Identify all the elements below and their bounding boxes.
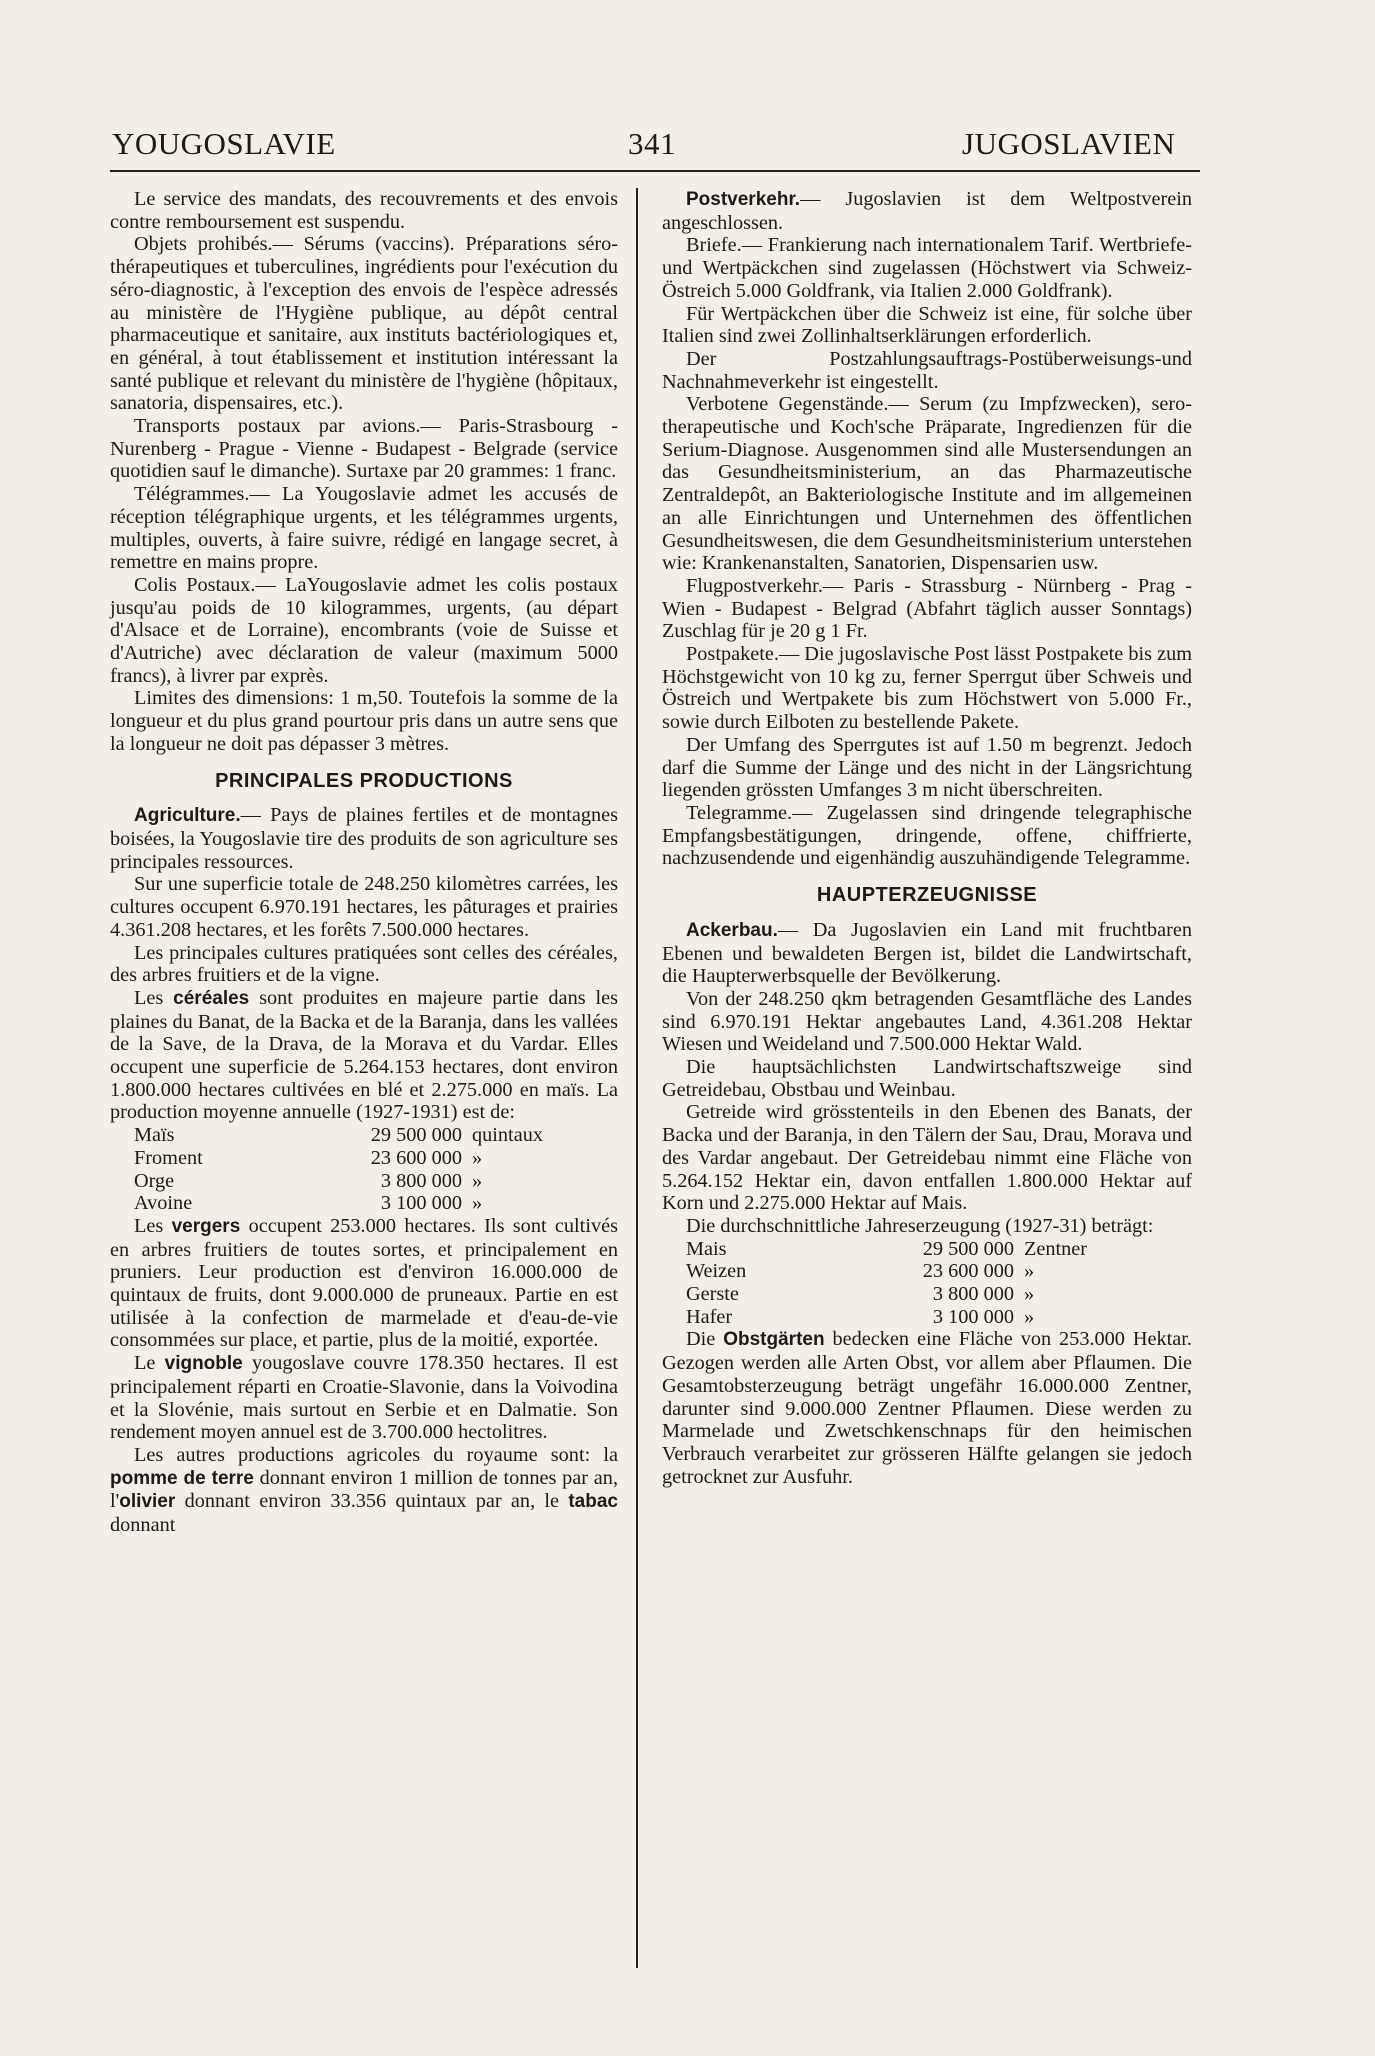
paragraph-mandats: Le service des mandats, des recouvrements et des envois contre remboursement est suspendu.	[110, 188, 618, 233]
section-heading-productions: PRINCIPALES PRODUCTIONS	[215, 769, 513, 792]
keyword-vignoble: vignoble	[164, 1353, 243, 1375]
header-rule	[110, 170, 1200, 172]
german-column	[662, 188, 1192, 1488]
paragraph-sperrgut: Der Umfang des Sperrgutes ist auf 1.50 m begrenzt. Jedoch darf die Summe der Länge und des nicht in der Längsrichtung liegenden grössten Umfanges 3 m nicht überschreiten.	[662, 733, 1192, 802]
run-in-heading-ackerbau: Ackerbau.	[686, 919, 778, 941]
keyword-cereales: céréales	[173, 987, 250, 1009]
table-row: Maïs 29 500 000 quintaux	[134, 1124, 543, 1147]
paragraph-autres-productions: Les autres productions agricoles du royaume sont: la pomme de terre donnant environ 1 million de tonnes par an, l'olivier donnant environ 33.356 quintaux par an, le tabac donnant	[110, 1443, 619, 1537]
running-head-right: JUGOSLAVIEN	[962, 126, 1176, 161]
paragraph-gesamtflaeche: Von der 248.250 qkm betragenden Gesamtfläche des Landes sind 6.970.191 Hektar angebautes Land, 4.361.208 Hektar Wiesen und Weideland und 7.500.000 Hektar Wald.	[662, 987, 1192, 1056]
paragraph-verbotene-gegenstaende: Verbotene Gegenstände.— Serum (zu Impfzwecken), sero-therapeutische und Koch'sche Präparate, Ingredienzen für die Serium-Diagnose. Ausgenommen sind alle Mustersendungen an das Gesundheitsministerium, an das Pharmazeutische Zentraldepôt, an Bakteriologische Institute and im allgemeinen an alle Einrichtungen und Unternehmen des öffentlichen Gesundheitswesen, die dem Gesundheitsministerium unterstehen wie: Krankenanstalten, Sanatorien, Dispensarien usw.	[662, 393, 1192, 575]
keyword-obstgaerten: Obstgärten	[723, 1329, 825, 1351]
keyword-olivier: olivier	[119, 1491, 176, 1513]
keyword-tabac: tabac	[568, 1491, 618, 1513]
keyword-vergers: vergers	[171, 1215, 241, 1237]
table-row: Orge 3 800 000 »	[134, 1169, 483, 1192]
paragraph-telegramme: Telegramme.— Zugelassen sind dringende telegraphische Empfangsbestätigungen, dringende, offene, chiffrierte, nachzusendende und eigenhändig auszuhändigende Telegramme.	[662, 801, 1192, 870]
column-rule	[636, 188, 638, 1968]
paragraph-telegrammes: Télégrammes.— La Yougoslavie admet les accusés de réception télégraphique urgents, et les télégrammes urgents, multiples, ouverts, à faire suivre, rédigé en langage secret, à remettre en mains propre.	[110, 483, 618, 574]
paragraph-flugpostverkehr: Flugpostverkehr.— Paris - Strassburg - Nürnberg - Prag - Wien - Budapest - Belgrad (Abfahrt täglich ausser Sonntags) Zuschlag für je 20 g 1 Fr.	[662, 574, 1192, 643]
paragraph-superficie: Sur une superficie totale de 248.250 kilomètres carrées, les cultures occupent 6.970.191 hectares, les pâturages et prairies 4.361.208 hectares, et les forêts 7.500.000 hectares.	[110, 873, 618, 941]
running-head-left: YOUGOSLAVIE	[112, 126, 336, 161]
paragraph-postzahlung: Der Postzahlungsauftrags-Postüberweisungs-und Nachnahmeverkehr ist eingestellt.	[662, 347, 1192, 393]
table-row: Weizen 23 600 000 »	[686, 1260, 1035, 1283]
paragraph-colis-postaux: Colis Postaux.— LaYougoslavie admet les colis postaux jusqu'au poids de 10 kilogrammes, urgents, (au départ d'Alsace et de Lorraine), encombrants (voie de Suisse et d'Autriche) avec déclaration de valeur (maximum 5000 francs), à livrer par exprès.	[110, 573, 618, 687]
table-row: Mais 29 500 000 Zentner	[686, 1237, 1088, 1260]
paragraph-vergers: Les vergers occupent 253.000 hectares. Ils sont cultivés en arbres fruitiers de toutes sortes, et principalement en pruniers. Leur production est d'environ 16.000.000 de quintaux de fruits, dont 9.000.000 de pruneaux. Partie en est utilisée à la confection de marmelade et d'eau-de-vie consommées sur place, et partie, plus de la moitié, exportée.	[110, 1214, 618, 1352]
paragraph-principales-cultures: Les principales cultures pratiquées sont celles des céréales, des arbres fruitiers et de la vigne.	[110, 941, 618, 987]
paragraph-wertpaeckchen: Für Wertpäckchen über die Schweiz ist eine, für solche über Italien sind zwei Zollinhaltserklärungen erforderlich.	[662, 302, 1192, 348]
table-row: Hafer 3 100 000 »	[686, 1305, 1035, 1328]
paragraph-jahreserzeugung: Die durchschnittliche Jahreserzeugung (1927-31) beträgt:	[686, 1214, 1154, 1237]
paragraph-briefe: Briefe.— Frankierung nach internationalem Tarif. Wertbriefe-und Wertpäckchen sind zugelassen (Höchstwert via Schweiz-Östreich 5.000 Goldfrank, via Italien 2.000 Goldfrank).	[662, 234, 1192, 302]
keyword-pomme-de-terre: pomme de terre	[110, 1467, 254, 1489]
paragraph-obstgaerten: Die Obstgärten bedecken eine Fläche von 253.000 Hektar. Gezogen werden alle Arten Obst, vor allem aber Pflaumen. Die Gesamtobsterzeugung beträgt ungefähr 16.000.000 Zentner, darunter sind 9.000.000 Zentner Pflaumen. Diese werden zu Marmelade und Zwetschkenschnaps für den heimischen Verbrauch verarbeitet zur grösseren Hälfte gelangen sie jedoch getrocknet zur Ausfuhr.	[662, 1328, 1193, 1488]
section-heading-haupterzeugnisse: HAUPTERZEUGNISSE	[816, 884, 1038, 907]
production-table-fr	[134, 1124, 543, 1215]
paragraph-cereales: Les céréales sont produites en majeure partie dans les plaines du Banat, de la Backa et de la Baranja, dans les vallées de la Save, de la Drava, de la Morava et du Vardar. Elles occupent une superficie de 5.264.153 hectares, dont environ 1.800.000 hectares cultivées en blé et 2.275.000 en maïs. La production moyenne annuelle (1927-1931) est de:	[110, 986, 619, 1124]
table-row: Avoine 3 100 000 »	[134, 1192, 483, 1215]
paragraph-getreide: Getreide wird grösstenteils in den Ebenen des Banats, der Backa und der Baranja, in den Tälern der Sau, Drau, Morava und des Vardar angebaut. Der Getreidebau nimmt eine Fläche von 5.264.152 Hektar ein, davon entfallen 1.800.000 Hektar auf Korn und 2.275.000 Hektar auf Mais.	[662, 1101, 1192, 1215]
paragraph-landwirtschaftszweige: Die hauptsächlichsten Landwirtschaftszweige sind Getreidebau, Obstbau und Weinbau.	[662, 1056, 1192, 1101]
paragraph-vignoble: Le vignoble yougoslave couvre 178.350 hectares. Il est principalement réparti en Croatie-Slavonie, dans la Voivodina et la Slovénie, mais surtout en Serbie et en Dalmatie. Son rendement moyen annuel est de 3.700.000 hectolitres.	[110, 1352, 618, 1444]
table-row: Froment 23 600 000 »	[134, 1146, 483, 1169]
paragraph-agriculture: Agriculture.— Pays de plaines fertiles et de montagnes boisées, la Yougoslavie tire des produits de son agriculture ses principales ressources.	[110, 804, 618, 873]
paragraph-objets-prohibes: Objets prohibés.— Sérums (vaccins). Préparations séro-thérapeutiques et tuberculines, ingrédients pour l'exécution du séro-diagnostic, à l'exception des envois de l'espèce adressés au ministère de l'Hygiène publique, au dépôt central pharmaceutique et sanitaire, aux instituts bactériologiques et, en général, à tout établissement et institution intéressant la santé publique et relevant du ministère de l'hygiène (hôpitaux, sanatoria, dispensaires, etc.).	[110, 233, 618, 415]
run-in-heading-agriculture: Agriculture.	[134, 805, 241, 827]
paragraph-ackerbau: Ackerbau.— Da Jugoslavien ein Land mit fruchtbaren Ebenen und bewaldeten Bergen ist, bildet die Landwirtschaft, die Haupterwerbsquelle der Bevölkerung.	[662, 918, 1192, 988]
page-number: 341	[628, 126, 676, 161]
production-table-de	[686, 1238, 1087, 1329]
paragraph-transports-avions: Transports postaux par avions.— Paris-Strasbourg - Nurenberg - Prague - Vienne - Budapest - Belgrade (service quotidien sauf le dimanche). Surtaxe par 20 grammes: 1 franc.	[110, 415, 618, 483]
table-row: Gerste 3 800 000 »	[686, 1283, 1035, 1306]
paragraph-postpakete: Postpakete.— Die jugoslavische Post lässt Postpakete bis zum Höchstgewicht von 10 kg zu, ferner Sperrgut über Schweis und Östreich und Wertpakete bis zum Höchstwert von 5.000 Fr., sowie durch Eilboten zu bestellende Pakete.	[662, 643, 1192, 734]
paragraph-limites-dimensions: Limites des dimensions: 1 m,50. Toutefois la somme de la longueur et du plus grand pourtour pris dans un autre sens que la longueur ne doit pas dépasser 3 mètres.	[110, 687, 618, 755]
french-column	[110, 188, 618, 1537]
paragraph-postverkehr: Postverkehr.— Jugoslavien ist dem Weltpostverein angeschlossen.	[662, 188, 1192, 234]
run-in-heading-postverkehr: Postverkehr.	[686, 189, 801, 210]
